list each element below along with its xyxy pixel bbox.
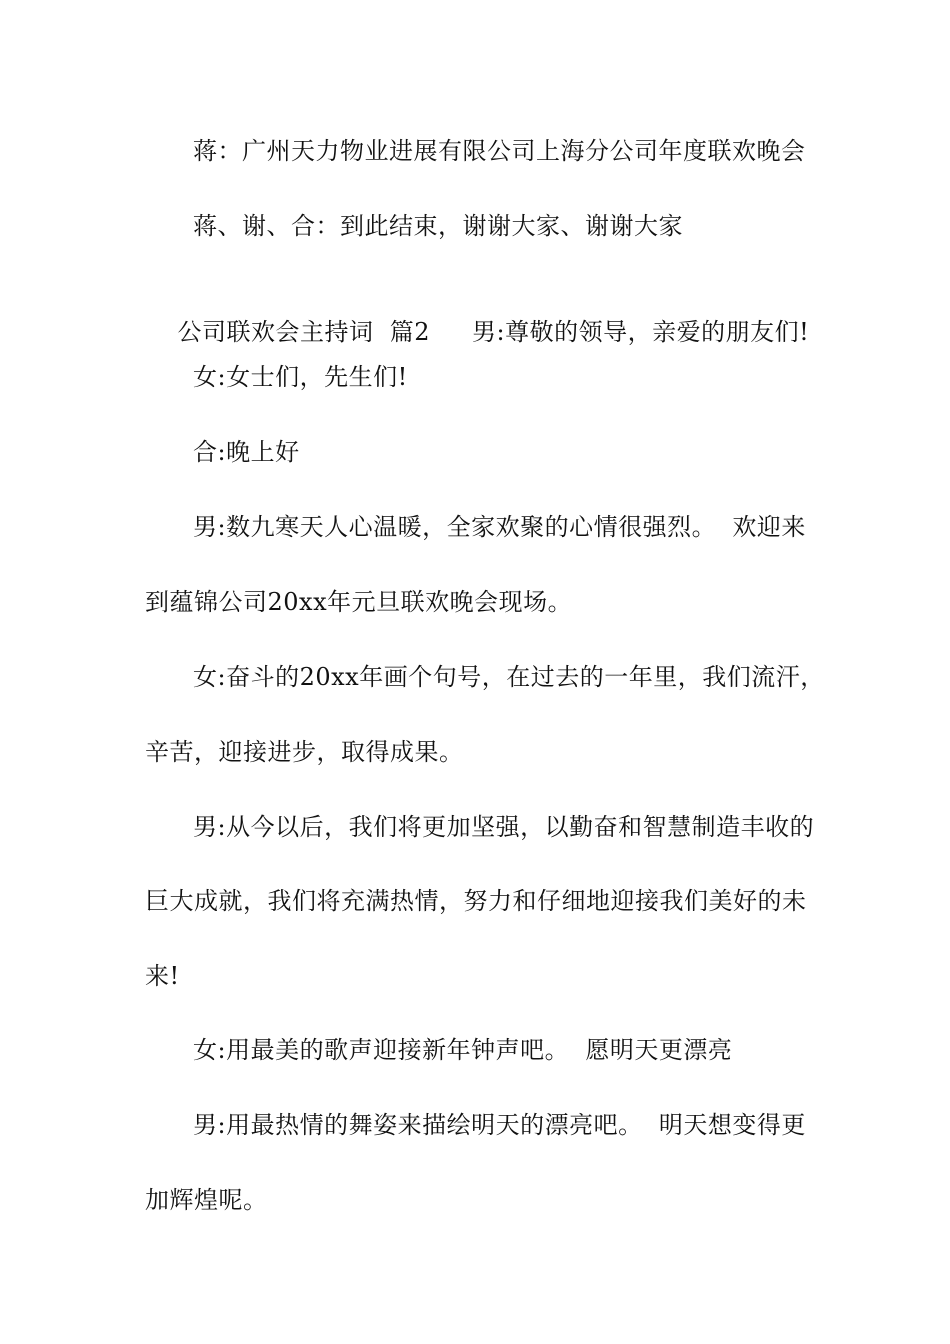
paragraph-male-1-line-1: 男:数九寒天人心温暖，全家欢聚的心情很强烈。 欢迎来 <box>193 513 806 541</box>
paragraph-male-2-line-2: 巨大成就，我们将充满热情，努力和仔细地迎接我们美好的未 <box>145 887 807 915</box>
paragraph-male-3-line-1: 男:用最热情的舞姿来描绘明天的漂亮吧。 明天想变得更 <box>193 1111 806 1139</box>
paragraph-female-1-line-1: 女:奋斗的20xx年画个句号，在过去的一年里，我们流汗， <box>193 663 825 691</box>
paragraph-female-1-line-2: 辛苦，迎接进步，取得成果。 <box>145 738 464 766</box>
paragraph-male-3-line-2: 加辉煌呢。 <box>145 1186 268 1214</box>
paragraph-closing-thanks: 蒋、谢、合：到此结束，谢谢大家、谢谢大家 <box>193 212 683 240</box>
paragraph-closing-title: 蒋：广州天力物业进展有限公司上海分公司年度联欢晚会 <box>193 137 806 165</box>
paragraph-greeting-together: 合:晚上好 <box>193 438 300 466</box>
paragraph-female-2: 女:用最美的歌声迎接新年钟声吧。 愿明天更漂亮 <box>193 1036 733 1064</box>
paragraph-greeting-male: 男:尊敬的领导，亲爱的朋友们! <box>472 318 810 346</box>
paragraph-male-2-line-3: 来! <box>145 962 180 990</box>
paragraph-male-1-line-2: 到蕴锦公司20xx年元旦联欢晚会现场。 <box>145 588 573 616</box>
paragraph-greeting-female: 女:女士们，先生们! <box>193 363 408 391</box>
paragraph-male-2-line-1: 男:从今以后，我们将更加坚强，以勤奋和智慧制造丰收的 <box>193 813 815 841</box>
section-heading: 公司联欢会主持词 篇2 <box>177 318 431 346</box>
